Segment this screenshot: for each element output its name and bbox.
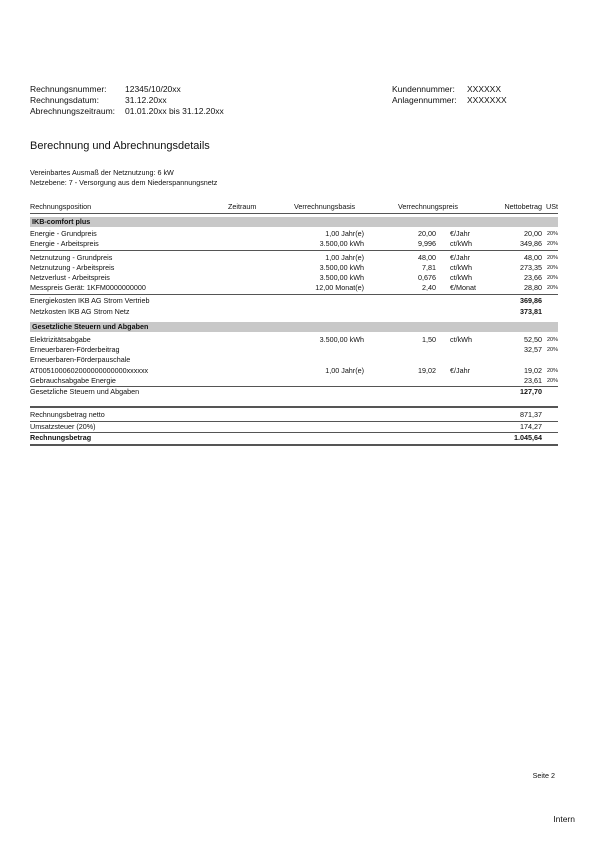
col-position: Rechnungsposition [30, 202, 92, 211]
divider [30, 250, 558, 251]
row-preis: 1,50 [422, 335, 436, 344]
row-basis: 1,00 Jahr(e) [325, 253, 364, 262]
row-preis: 19,02 [418, 366, 436, 375]
total-brutto-row [30, 433, 558, 443]
row-ust: 20% [546, 231, 558, 237]
table-row [30, 263, 558, 273]
row-einheit: ct/kWh [450, 273, 472, 282]
row-einheit: €/Jahr [450, 253, 470, 262]
subtotal-label: Energiekosten IKB AG Strom Vertrieb [30, 296, 150, 305]
rechnungsnummer-value: 12345/10/20xx [125, 84, 181, 94]
row-ust: 20% [546, 255, 558, 261]
total-netto-value: 871,37 [520, 410, 542, 419]
anlagennummer-value: XXXXXXX [467, 95, 507, 105]
subtotal-row [30, 387, 558, 397]
row-einheit: ct/kWh [450, 263, 472, 272]
table-row [30, 366, 558, 376]
table-header-row [30, 202, 558, 212]
row-einheit: €/Monat [450, 283, 476, 292]
row-einheit: €/Jahr [450, 229, 470, 238]
row-netto: 28,80 [524, 283, 542, 292]
invoice-table [30, 200, 558, 450]
subtotal-label: Netzkosten IKB AG Strom Netz [30, 307, 130, 316]
total-ust-row [30, 422, 558, 432]
group-title: Gesetzliche Steuern und Abgaben [32, 322, 149, 331]
col-zeitraum: Zeitraum [228, 202, 257, 211]
row-netto: 349,86 [520, 239, 542, 248]
row-name: Netznutzung - Grundpreis [30, 253, 113, 262]
invoice-header [30, 84, 570, 118]
row-preis: 48,00 [418, 253, 436, 262]
row-basis: 3.500,00 kWh [319, 335, 364, 344]
row-ust: 20% [546, 285, 558, 291]
anlagennummer-label: Anlagennummer: [392, 95, 457, 105]
row-name: Energie - Arbeitspreis [30, 239, 99, 248]
table-row [30, 376, 558, 386]
row-name: Netznutzung - Arbeitspreis [30, 263, 115, 272]
page-number: Seite 2 [532, 771, 555, 780]
row-netto: 32,57 [524, 345, 542, 354]
row-ust: 20% [546, 378, 558, 384]
total-ust-label: Umsatzsteuer (20%) [30, 422, 96, 431]
subtotal-value: 369,86 [520, 296, 542, 305]
classification-label: Intern [553, 814, 575, 824]
row-preis: 7,81 [422, 263, 436, 272]
row-preis: 0,676 [418, 273, 436, 282]
rechnungsdatum-label: Rechnungsdatum: [30, 95, 99, 105]
divider [30, 294, 558, 295]
row-basis: 12,00 Monat(e) [315, 283, 364, 292]
info-line-1: Vereinbartes Ausmaß der Netznutzung: 6 kW [30, 168, 174, 177]
row-ust: 20% [546, 275, 558, 281]
table-row [30, 229, 558, 239]
table-row [30, 273, 558, 283]
table-row [30, 355, 558, 365]
row-name: Messpreis Gerät: 1KFM0000000000 [30, 283, 146, 292]
row-name: AT0051000602000000000000xxxxxx [30, 366, 149, 375]
row-netto: 19,02 [524, 366, 542, 375]
row-netto: 23,61 [524, 376, 542, 385]
row-ust: 20% [546, 241, 558, 247]
col-preis: Verrechnungspreis [398, 202, 458, 211]
divider [30, 406, 558, 408]
kundennummer-value: XXXXXX [467, 84, 502, 94]
info-line-2: Netzebene: 7 - Versorgung aus dem Niederspannungsnetz [30, 178, 218, 187]
row-einheit: €/Jahr [450, 366, 470, 375]
section-title: Berechnung und Abrechnungsdetails [30, 140, 210, 152]
subtotal-label: Gesetzliche Steuern und Abgaben [30, 387, 140, 396]
col-basis: Verrechnungsbasis [294, 202, 356, 211]
row-name: Erneuerbaren-Förderpauschale [30, 355, 131, 364]
row-name: Erneuerbaren-Förderbeitrag [30, 345, 120, 354]
group-header [30, 322, 558, 332]
row-name: Energie - Grundpreis [30, 229, 97, 238]
row-netto: 20,00 [524, 229, 542, 238]
rechnungsdatum-value: 31.12.20xx [125, 95, 167, 105]
subtotal-value: 373,81 [520, 307, 542, 316]
row-basis: 1,00 Jahr(e) [325, 229, 364, 238]
total-netto-row [30, 410, 558, 420]
row-einheit: ct/kWh [450, 335, 472, 344]
abrechnungszeitraum-value: 01.01.20xx bis 31.12.20xx [125, 106, 224, 116]
rechnungsnummer-label: Rechnungsnummer: [30, 84, 107, 94]
row-netto: 23,66 [524, 273, 542, 282]
row-ust: 20% [546, 347, 558, 353]
col-ust: USt [546, 202, 558, 211]
kundennummer-label: Kundennummer: [392, 84, 455, 94]
total-brutto-label: Rechnungsbetrag [30, 433, 92, 442]
table-row [30, 345, 558, 355]
row-ust: 20% [546, 265, 558, 271]
divider [30, 213, 558, 214]
row-name: Gebrauchsabgabe Energie [30, 376, 116, 385]
row-basis: 3.500,00 kWh [319, 263, 364, 272]
row-netto: 273,35 [520, 263, 542, 272]
abrechnungszeitraum-label: Abrechnungszeitraum: [30, 106, 116, 116]
row-preis: 20,00 [418, 229, 436, 238]
row-netto: 48,00 [524, 253, 542, 262]
divider [30, 444, 558, 446]
subtotal-value: 127,70 [520, 387, 542, 396]
table-row [30, 239, 558, 249]
row-name: Elektrizitätsabgabe [30, 335, 91, 344]
row-ust: 20% [546, 368, 558, 374]
row-netto: 52,50 [524, 335, 542, 344]
subtotal-row [30, 307, 558, 317]
col-netto: Nettobetrag [504, 202, 542, 211]
row-basis: 3.500,00 kWh [319, 239, 364, 248]
table-row [30, 253, 558, 263]
table-row [30, 335, 558, 345]
row-preis: 9,996 [418, 239, 436, 248]
group-title: IKB-comfort plus [32, 217, 91, 226]
row-name: Netzverlust - Arbeitspreis [30, 273, 110, 282]
row-basis: 3.500,00 kWh [319, 273, 364, 282]
total-ust-value: 174,27 [520, 422, 542, 431]
row-basis: 1,00 Jahr(e) [325, 366, 364, 375]
total-netto-label: Rechnungsbetrag netto [30, 410, 105, 419]
subtotal-row [30, 296, 558, 306]
row-ust: 20% [546, 337, 558, 343]
row-preis: 2,40 [422, 283, 436, 292]
total-brutto-value: 1.045,64 [514, 433, 542, 442]
group-header [30, 217, 558, 227]
table-row [30, 283, 558, 293]
row-einheit: ct/kWh [450, 239, 472, 248]
